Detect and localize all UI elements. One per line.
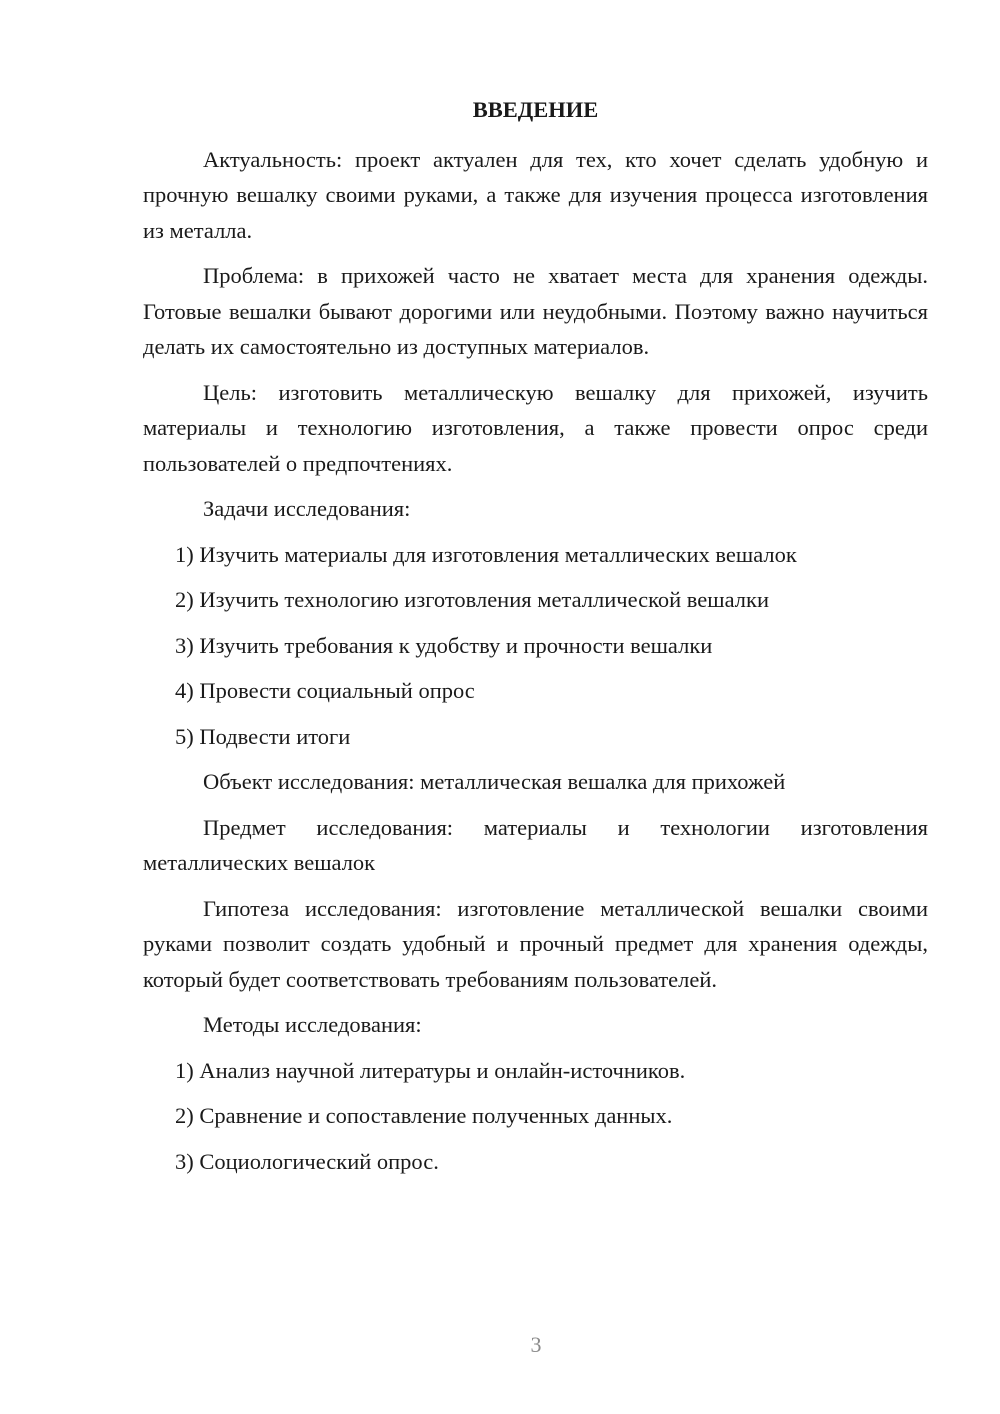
subject-paragraph: Предмет исследования: материалы и технологии изготовления металлических вешалок — [143, 814, 928, 875]
task-item: 3) Изучить требования к удобству и прочности вешалки — [175, 632, 713, 658]
object-paragraph: Объект исследования: металлическая вешалка для прихожей — [203, 769, 786, 794]
method-item: 1) Анализ научной литературы и онлайн-источников. — [175, 1057, 686, 1083]
page-title: ВВЕДЕНИЕ — [472, 97, 599, 122]
task-item: 4) Провести социальный опрос — [175, 678, 475, 703]
method-item: 3) Социологический опрос. — [175, 1148, 439, 1174]
goal-paragraph: Цель: изготовить металлическую вешалку для прихожей, изучить материалы и технологию изготовления, а также провести опрос среди пользователей о предпочтениях. — [143, 379, 928, 476]
hypothesis-paragraph: Гипотеза исследования: изготовление металлической вешалки своими руками позволит создать удобный и прочный предмет для хранения одежды, который будет соответствовать требованиям пользователей. — [143, 895, 928, 992]
page-content — [143, 92, 928, 1189]
page-number: 3 — [530, 1332, 542, 1357]
task-item: 2) Изучить технологию изготовления металлической вешалки — [175, 587, 769, 612]
relevance-paragraph: Актуальность: проект актуален для тех, кто хочет сделать удобную и прочную вешалку своими руками, а также для изучения процесса изготовления из металла. — [143, 146, 928, 243]
task-item: 5) Подвести итоги — [175, 723, 351, 749]
problem-paragraph: Проблема: в прихожей часто не хватает места для хранения одежды. Готовые вешалки бывают дорогими или неудобными. Поэтому важно научиться делать их самостоятельно из доступных материалов. — [143, 263, 928, 359]
method-item: 2) Сравнение и сопоставление полученных данных. — [175, 1103, 673, 1128]
methods-heading: Методы исследования: — [203, 1012, 422, 1037]
task-item: 1) Изучить материалы для изготовления металлических вешалок — [175, 541, 797, 567]
tasks-heading: Задачи исследования: — [203, 496, 411, 521]
